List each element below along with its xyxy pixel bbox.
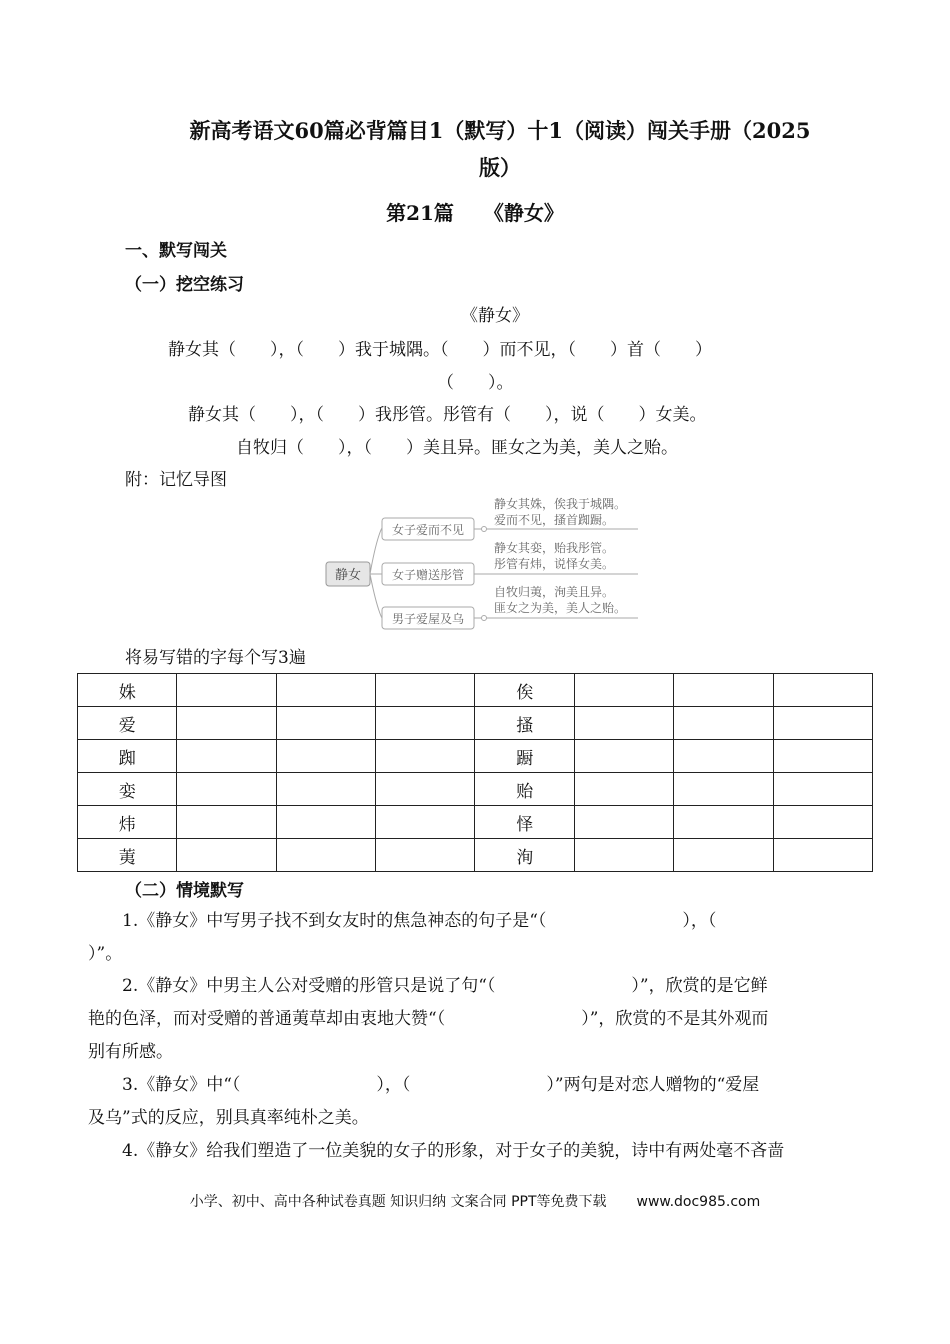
footer-text: 小学、初中、高中各种试卷真题 知识归纳 文案合同 PPT等免费下载 xyxy=(189,1194,607,1210)
table-char-left: 炜 xyxy=(78,806,177,839)
practice-cell[interactable] xyxy=(773,674,872,707)
practice-table xyxy=(77,673,873,872)
practice-cell[interactable] xyxy=(773,839,872,872)
practice-cell[interactable] xyxy=(177,707,276,740)
practice-cell[interactable] xyxy=(574,773,673,806)
poem-line-1: 静女其（ ），（ ）我于城隅。（ ）而不见，（ ）首（ ） xyxy=(168,340,712,360)
practice-cell[interactable] xyxy=(177,740,276,773)
poem-line-2: （ ）。 xyxy=(437,373,514,393)
practice-cell[interactable] xyxy=(674,674,773,707)
subsection-heading-context: （二）情境默写 xyxy=(125,881,244,901)
question-3-line-2: 及乌”式的反应，别具真率纯朴之美。 xyxy=(88,1108,369,1128)
mindmap-text-1a: 静女其姝，俟我于城隅。 xyxy=(494,497,627,511)
practice-cell[interactable] xyxy=(574,806,673,839)
table-caption: 将易写错的字每个写3遍 xyxy=(125,648,306,668)
table-row xyxy=(78,707,873,740)
question-2 xyxy=(88,970,864,1069)
practice-cell[interactable] xyxy=(276,707,375,740)
table-char-left: 踟 xyxy=(78,740,177,773)
table-char-right: 怿 xyxy=(475,806,574,839)
section-heading-dictation: 一、默写闯关 xyxy=(125,241,227,261)
practice-cell[interactable] xyxy=(376,773,475,806)
practice-cell[interactable] xyxy=(773,707,872,740)
table-char-right: 贻 xyxy=(475,773,574,806)
table-char-right: 搔 xyxy=(475,707,574,740)
table-char-right: 洵 xyxy=(475,839,574,872)
practice-cell[interactable] xyxy=(674,839,773,872)
question-2-line-2: 艳的色泽，而对受赠的普通荑草却由衷地大赞“（ ）”，欣赏的不是其外观而 xyxy=(88,1009,769,1029)
practice-cell[interactable] xyxy=(674,773,773,806)
practice-cell[interactable] xyxy=(177,839,276,872)
practice-cell[interactable] xyxy=(674,806,773,839)
practice-cell[interactable] xyxy=(773,740,872,773)
mindmap-branch-2: 女子赠送彤管 xyxy=(391,568,465,582)
mindmap-text-2a: 静女其娈，贻我彤管。 xyxy=(494,541,615,555)
practice-cell[interactable] xyxy=(177,674,276,707)
mindmap-note: 附：记忆导图 xyxy=(125,470,227,490)
practice-cell[interactable] xyxy=(574,740,673,773)
poem-line-3: 静女其（ ），（ ）我彤管。彤管有（ ），说（ ）女美。 xyxy=(188,405,707,425)
mindmap-branch-3: 男子爱屋及乌 xyxy=(391,612,465,626)
table-char-left: 姝 xyxy=(78,674,177,707)
practice-cell[interactable] xyxy=(574,674,673,707)
table-row xyxy=(78,806,873,839)
mindmap-text-3a: 自牧归荑，洵美且异。 xyxy=(494,585,615,599)
table-row xyxy=(78,674,873,707)
table-char-left: 娈 xyxy=(78,773,177,806)
question-2-line-1: 2.《静女》中男主人公对受赠的彤管只是说了句“（ ）”，欣赏的是它鲜 xyxy=(122,976,768,996)
title-line-2: 版） xyxy=(479,155,521,180)
mindmap-link-1 xyxy=(370,528,382,574)
question-1-line-1: 1.《静女》中写男子找不到女友时的焦急神态的句子是“（ ），（ xyxy=(122,911,717,931)
practice-cell[interactable] xyxy=(376,707,475,740)
practice-cell[interactable] xyxy=(376,674,475,707)
practice-cell[interactable] xyxy=(574,839,673,872)
table-row xyxy=(78,773,873,806)
question-3-line-1: 3.《静女》中“（ ），（ ）”两句是对恋人赠物的“爱屋 xyxy=(122,1075,760,1095)
practice-cell[interactable] xyxy=(276,806,375,839)
practice-cell[interactable] xyxy=(376,806,475,839)
question-4 xyxy=(88,1135,864,1168)
footer-link[interactable]: www.doc985.com xyxy=(636,1194,761,1210)
table-row xyxy=(78,740,873,773)
poem-line-4: 自牧归（ ），（ ）美且异。匪女之为美，美人之贻。 xyxy=(236,438,678,458)
table-char-left: 荑 xyxy=(78,839,177,872)
practice-cell[interactable] xyxy=(276,674,375,707)
table-char-right: 蹰 xyxy=(475,740,574,773)
practice-cell[interactable] xyxy=(376,740,475,773)
mindmap-node-3 xyxy=(482,616,487,621)
practice-cell[interactable] xyxy=(177,773,276,806)
subsection-heading-fill-blanks: （一）挖空练习 xyxy=(125,275,244,295)
practice-cell[interactable] xyxy=(773,806,872,839)
mindmap-text-3b: 匪女之为美，美人之贻。 xyxy=(494,601,627,615)
practice-cell[interactable] xyxy=(276,773,375,806)
table-char-left: 爱 xyxy=(78,707,177,740)
question-1-line-2: ）”。 xyxy=(88,944,123,964)
practice-cell[interactable] xyxy=(674,707,773,740)
practice-cell[interactable] xyxy=(276,740,375,773)
mindmap-text-2b: 彤管有炜，说怿女美。 xyxy=(494,557,615,571)
mindmap-link-3 xyxy=(370,574,382,618)
question-4-line-1: 4.《静女》给我们塑造了一位美貌的女子的形象，对于女子的美貌，诗中有两处毫不吝啬 xyxy=(122,1141,785,1161)
poem-title: 《静女》 xyxy=(461,306,529,326)
table-row xyxy=(78,839,873,872)
document-subtitle: 第21篇 《静女》 xyxy=(386,201,564,225)
table-char-right: 俟 xyxy=(475,674,574,707)
mindmap-text-1b: 爱而不见，搔首踟蹰。 xyxy=(494,513,615,527)
document-title xyxy=(150,112,850,186)
question-3 xyxy=(88,1069,864,1135)
mind-map xyxy=(322,490,642,630)
mindmap-branch-1: 女子爱而不见 xyxy=(391,523,465,537)
title-line-1: 新高考语文60篇必背篇目1（默写）十1（阅读）闯关手册（2025 xyxy=(189,118,811,143)
practice-cell[interactable] xyxy=(574,707,673,740)
footer xyxy=(0,1191,950,1211)
practice-cell[interactable] xyxy=(773,773,872,806)
mindmap-root: 静女 xyxy=(334,568,362,583)
practice-cell[interactable] xyxy=(376,839,475,872)
question-1 xyxy=(88,905,864,971)
mindmap-node-1 xyxy=(482,527,487,532)
practice-cell[interactable] xyxy=(276,839,375,872)
practice-cell[interactable] xyxy=(177,806,276,839)
question-2-line-3: 别有所感。 xyxy=(88,1042,173,1062)
practice-cell[interactable] xyxy=(674,740,773,773)
